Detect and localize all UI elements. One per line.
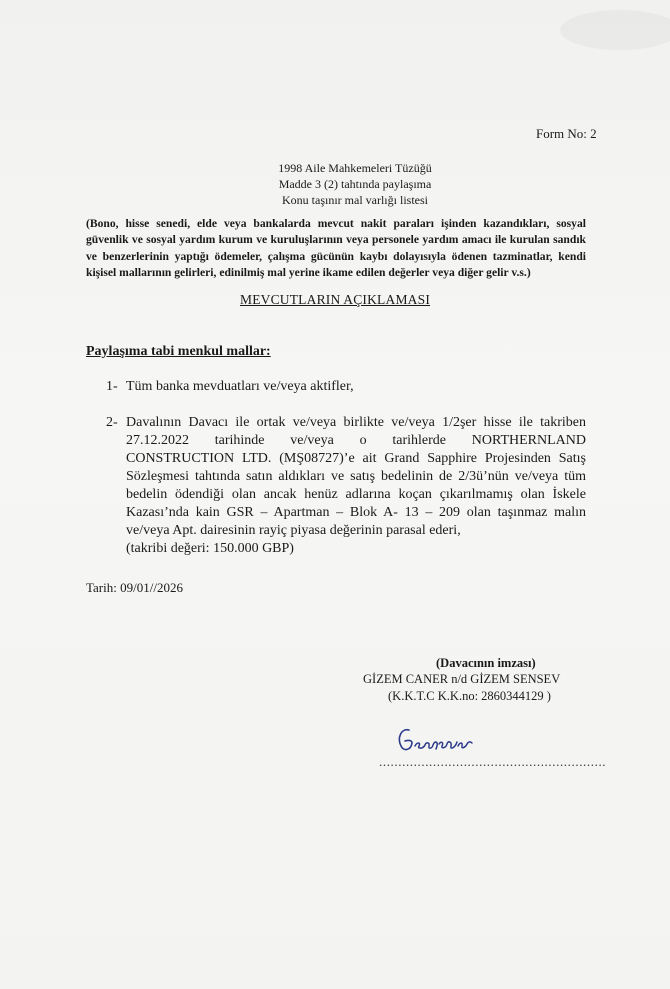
document-heading: [0, 160, 670, 208]
list-item-text: [126, 414, 586, 558]
scan-smudge: [560, 10, 670, 50]
heading-line-3: Konu taşınır mal varlığı listesi: [282, 193, 428, 207]
list-item-number: 1-: [106, 379, 118, 394]
form-number: Form No: 2: [536, 126, 597, 141]
signer-name: GİZEM CANER n/d GİZEM SENSEV: [363, 672, 561, 686]
list-item-number: 2-: [106, 415, 118, 430]
section-title: MEVCUTLARIN AÇIKLAMASI: [239, 292, 431, 307]
item-line: (takribi değeri: 150.000 GBP): [126, 541, 294, 556]
heading-line-2: Madde 3 (2) tahtında paylaşıma: [278, 177, 432, 191]
item-line: Davalının Davacı ile ortak ve/veya birlikte ve/veya 1/2şer hisse ile takriben: [126, 415, 586, 430]
item-line: Sözleşmesi tahtında satın aldıkları ve satış bedelinin de 2/3ü’nün ve/veya tüm: [126, 469, 586, 484]
signature-title: (Davacının imzası): [436, 656, 536, 670]
handwritten-signature: [395, 722, 485, 756]
subheading: Paylaşıma tabi menkul mallar:: [86, 344, 271, 359]
item-line: Kazası’nda kain GSR – Apartman – Blok A- 13 – 209 olan taşınmaz malın: [126, 505, 586, 520]
signer-id: (K.K.T.C K.K.no: 2860344129 ): [388, 689, 551, 703]
signature-line: ...........................................................: [379, 754, 607, 769]
item-line: 27.12.2022 tarihinde ve/veya o tarihlerde NORTHERNLAND: [126, 433, 586, 448]
document-date: Tarih: 09/01//2026: [86, 580, 183, 595]
heading-line-1: 1998 Aile Mahkemeleri Tüzüğü: [278, 161, 432, 175]
list-item-text: Tüm banka mevduatları ve/veya aktifler,: [126, 379, 354, 394]
item-line: bedelin ödendiği olan ancak henüz adlarına koçan çıkarılmamış olan İskele: [126, 487, 586, 502]
item-line: ve/veya Apt. dairesinin rayiç piyasa değerinin parasal ederi,: [126, 523, 461, 538]
item-line: CONSTRUCTION LTD. (MŞ08727)’e ait Grand Sapphire Projesinden Satış: [126, 451, 586, 466]
intro-paragraph: (Bono, hisse senedi, elde veya bankalarda mevcut nakit paraları işinden kazandıkları, sosyal güvenlik ve sosyal yardım kurum ve kuruluşlarının veya personele yardım amacı ile kurulan sandık ve benzerlerinin yaptığı ödemeler, çalışma gücünün kaybı dolayısıyla ödenen tazminatlar, kendi kişisel mallarının gelirleri, edinilmiş mal yerine ikame edilen değerler veya diğer gelir v.s.): [86, 217, 586, 280]
